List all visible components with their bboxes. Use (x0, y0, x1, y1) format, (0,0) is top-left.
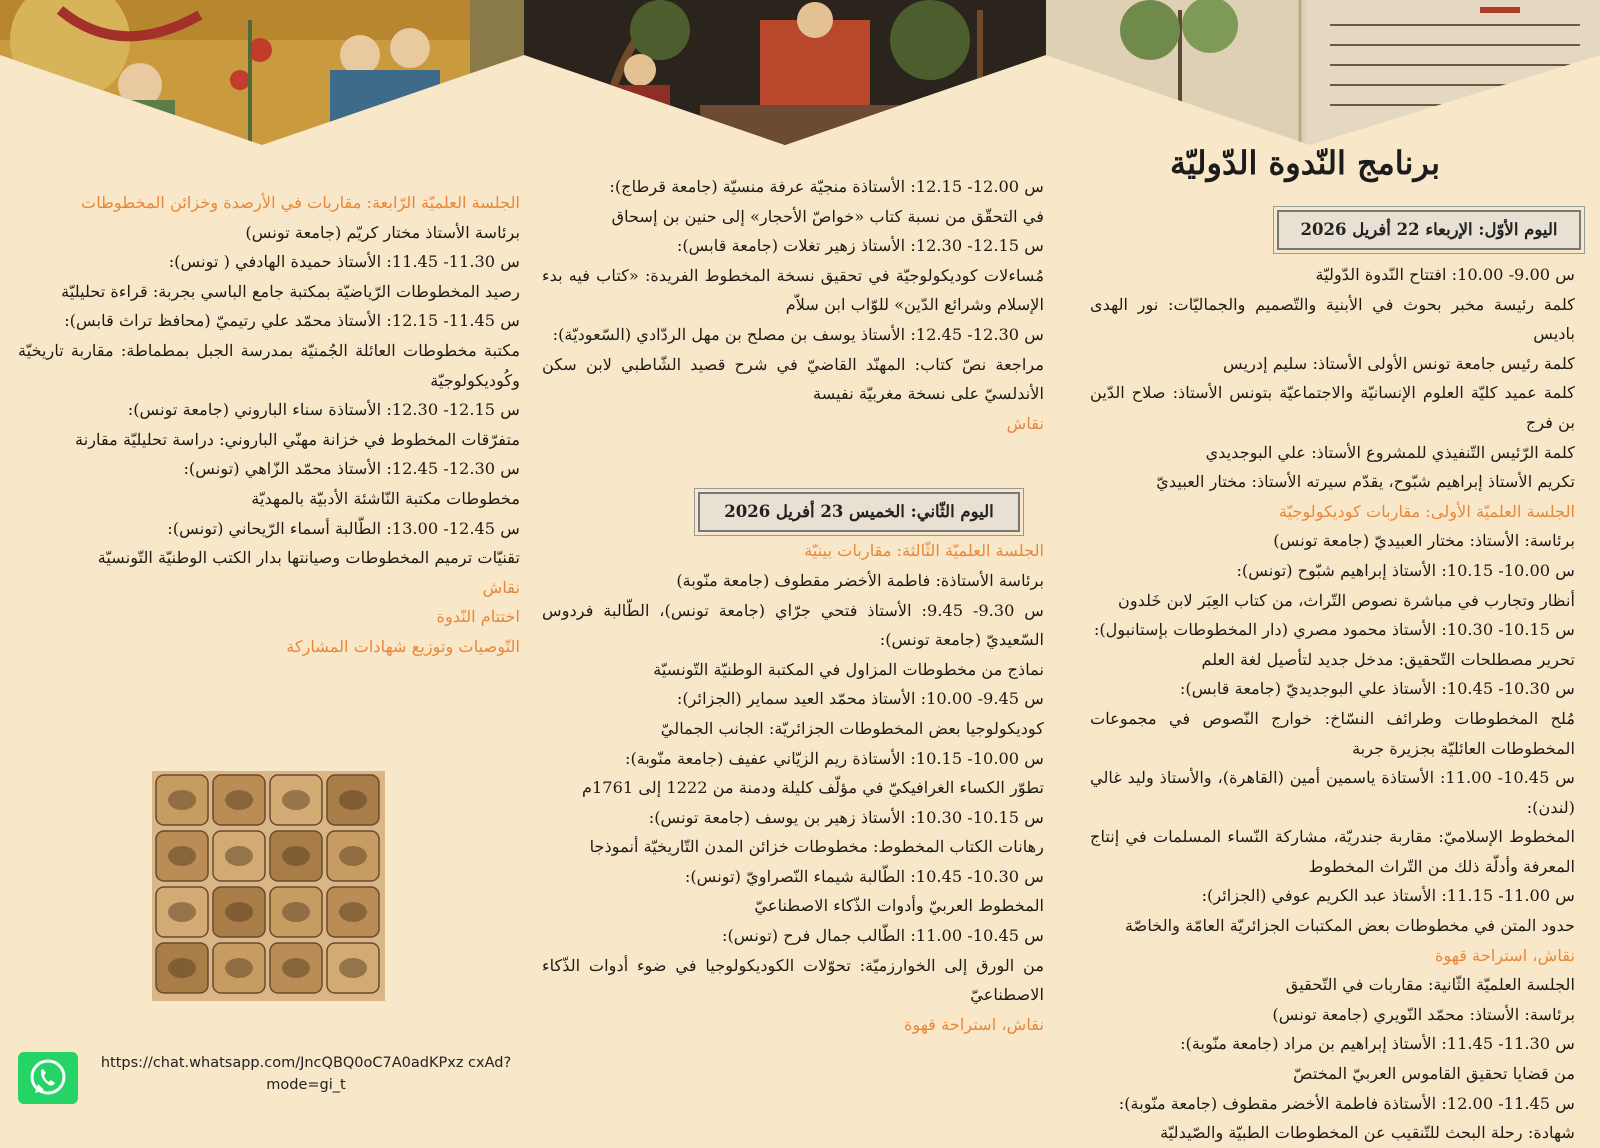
schedule-line: س 12.15- 12.30: الأستاذ زهير تغلات (جامعة قابس): (676, 236, 1044, 256)
collage-object (282, 958, 310, 978)
collage-object (339, 790, 367, 810)
miniature-right (1046, 0, 1600, 150)
schedule-line: س 11.30- 11.45: الأستاذ حميدة الهادفي ( تونس): (168, 252, 520, 272)
schedule-line: شهادة: رحلة البحث للتّنقيب عن المخطوطات الطبيّة والصّيدليّة (1160, 1123, 1575, 1143)
schedule-line: س 10.00- 10.15: الأستاذ إبراهيم شبّوح (تونس): (1236, 560, 1575, 580)
schedule-day2-column (18, 188, 520, 662)
schedule-line: س 12.45- 13.00: الطّالبة أسماء الرّيحاني (تونس): (167, 518, 520, 538)
schedule-line: مخطوطات مكتبة النّاشئة الأدبيّة بالمهديّة (251, 488, 520, 508)
collage-object (225, 846, 253, 866)
schedule-line: س 9.45- 10.00: الأستاذ محمّد العيد سماير (الجزائر): (676, 689, 1044, 709)
schedule-day1-continued-column (542, 172, 1044, 1039)
schedule-line: من قضايا تحقيق القاموس العربيّ المختصّ (1293, 1064, 1575, 1084)
schedule-line: أنظار وتجارب في مباشرة نصوص التّراث، من كتاب العِبَر لابن خَلدون (1117, 590, 1575, 610)
schedule-line: س 9.00- 10.00: افتتاح النّدوة الدّوليّة (1315, 265, 1575, 284)
schedule-line: نماذج من مخطوطات المزاول في المكتبة الوطنيّة التّونسيّة (653, 659, 1044, 679)
day2-heading: اليوم الثّاني: الخميس 23 أفريل 2026 (698, 492, 1020, 532)
schedule-line: الجلسة العلميّة الرّابعة: مقاربات في الأرصدة وخزائن المخطوطات (81, 193, 520, 212)
schedule-line: كلمة رئيسة مخبر بحوث في الأبنية والتّصميم والجماليّات: نور الهدى باديس (1090, 294, 1575, 344)
schedule-line: س 10.45- 11.00: الطّالب جمال فرح (تونس): (722, 926, 1044, 946)
schedule-line: كوديكولوجيا بعض المخطوطات الجزائريّة: الجانب الجماليّ (660, 718, 1044, 738)
schedule-line: س 12.00- 12.15: الأستاذة منجيّة عرفة منسيّة (جامعة قرطاج): (609, 177, 1044, 196)
miniature-left (0, 0, 524, 160)
schedule-line: نقاش (482, 577, 520, 597)
collage-object (339, 902, 367, 922)
schedule-line: س 10.00- 10.15: الأستاذة ريم الزيّاني عفيف (جامعة منّوبة): (624, 748, 1044, 768)
schedule-line: مكتبة مخطوطات العائلة الجُمنيّة بمدرسة الجبل بمطماطة: مقاربة تاريخيّة وكُوديكولوجيّة (18, 340, 520, 390)
schedule-line: تكريم الأستاذ إبراهيم شبّوح، يقدّم سيرته الأستاذ: مختار العبيديّ (1156, 472, 1575, 492)
schedule-line: تحرير مصطلحات التّحقيق: مدخل جديد لتأصيل لغة العلم (1201, 649, 1575, 669)
schedule-line: س 10.30- 10.45: الأستاذ علي البوجديديّ (جامعة قابس): (1179, 679, 1575, 699)
schedule-line: رصيد المخطوطات الرّياضيّة بمكتبة جامع الباسي بجربة: قراءة تحليليّة (61, 281, 520, 301)
schedule-line: مُساءلات كوديكولوجيّة في تحقيق نسخة المخطوط الفريدة: «كتاب فيه بدء الإسلام وشرائع الدّين» للوّاب ابن سلاّم (542, 265, 1044, 315)
collage-object (339, 958, 367, 978)
schedule-line: برئاسة الأستاذ مختار كريّم (جامعة تونس) (245, 222, 520, 242)
schedule-line: تقنيّات ترميم المخطوطات وصيانتها بدار الكتب الوطنيّة التّونسيّة (97, 548, 520, 568)
whatsapp-group-link[interactable]: https://chat.whatsapp.com/JncQBQ0oC7A0adKPxz cxAd?mode=gi_t (100, 1055, 512, 1093)
schedule-line: س 11.45- 12.15: الأستاذ محمّد علي رتيميّ (محافظ تراث قابس): (64, 311, 520, 331)
day1-heading: اليوم الأوّل: الإربعاء 22 أفريل 2026 (1277, 210, 1581, 250)
schedule-line: الجلسة العلميّة الثّانية: مقاربات في التّحقيق (1285, 975, 1575, 995)
schedule-line: المخطوط الإسلاميّ: مقاربة جندريّة، مشاركة النّساء المسلمات في إنتاج المعرفة وأدلّة ذلك من التّراث المخطوط (1090, 827, 1575, 876)
schedule-line: مراجعة نصّ كتاب: المهنّد القاضيّ في شرح قصيد الشّاطبي لابن سكن الأندلسيّ على نسخة مغربيّة نفيسة (542, 354, 1044, 404)
collage-object (225, 790, 253, 810)
schedule-line: تطوّر الكساء الغرافيكيّ في مؤلّف كليلة ودمنة من 1222 إلى 1761م (581, 778, 1044, 798)
schedule-line: رهانات الكتاب المخطوط: مخطوطات خزائن المدن التّاريخيّة أنموذجا (589, 837, 1044, 857)
schedule-line: نقاش، استراحة قهوة (1434, 945, 1575, 965)
schedule-line: س 12.15- 12.30: الأستاذة سناء الباروني (جامعة تونس): (127, 400, 520, 420)
schedule-line: من الورق إلى الخوارزميّة: تحوّلات الكوديكولوجيا في ضوء أدوات الذّكاء الاصطناعيّ (542, 955, 1044, 1005)
schedule-line: التّوصيات وتوزيع شهادات المشاركة (286, 636, 520, 656)
manuscript-tools-collage (152, 771, 385, 1001)
schedule-line: س 10.15- 10.30: الأستاذ زهير بن يوسف (جامعة تونس): (648, 807, 1044, 827)
collage-object (282, 902, 310, 922)
schedule-line: متفرّقات المخطوط في خزانة مهنّي الباروني: دراسة تحليليّة مقارنة (75, 429, 520, 449)
schedule-line: برئاسة: الأستاذ: محمّد النّويري (جامعة تونس) (1272, 1004, 1575, 1024)
collage-object (282, 790, 310, 810)
collage-object (168, 790, 196, 810)
schedule-day1-column (1090, 260, 1575, 1148)
schedule-line: س 12.30- 12.45: الأستاذ يوسف بن مصلح بن مهل الردّادي (السّعوديّة): (552, 324, 1044, 344)
collage-object (168, 958, 196, 978)
schedule-line: س 10.30- 10.45: الطّالبة شيماء النّصراويّ (تونس): (684, 866, 1044, 886)
collage-object (339, 846, 367, 866)
schedule-line: س 10.45- 11.00: الأستاذة ياسمين أمين (القاهرة)، والأستاذ وليد غالي (لندن): (1090, 768, 1575, 817)
schedule-line: المخطوط العربيّ وأدوات الذّكاء الاصطناعيّ (754, 896, 1044, 916)
schedule-line: الجلسة العلميّة الأولى: مقاربات كوديكولوجيّة (1278, 501, 1575, 521)
collage-object (168, 902, 196, 922)
schedule-line: س 11.30- 11.45: الأستاذ إبراهيم بن مراد (جامعة منّوبة): (1180, 1034, 1575, 1054)
schedule-line: س 11.45- 12.00: الأستاذة فاطمة الأخضر مقطوف (جامعة منّوبة): (1118, 1093, 1575, 1113)
schedule-line: في التحقّق من نسبة كتاب «خواصّ الأحجار» إلى حنين بن إسحاق (611, 206, 1044, 226)
day1-afternoon-list (542, 172, 1044, 438)
schedule-line: مُلح المخطوطات وطرائف النسّاخ: خوارج النّصوص في مجموعات المخطوطات العائليّة بجزيرة جربة (1090, 708, 1575, 758)
whatsapp-icon[interactable] (18, 1052, 78, 1104)
schedule-line: نقاش (1006, 413, 1044, 433)
miniature-middle (524, 0, 1046, 150)
day2-session3-list (542, 536, 1044, 1039)
schedule-line: اختتام النّدوة (436, 607, 520, 627)
collage-object (168, 846, 196, 866)
collage-object (225, 902, 253, 922)
schedule-line: نقاش، استراحة قهوة (903, 1014, 1044, 1034)
schedule-line: س 10.15- 10.30: الأستاذ محمود مصري (دار المخطوطات بإستانبول): (1093, 620, 1575, 640)
schedule-line: س 9.30- 9.45: الأستاذ فتحي جرّاي (جامعة تونس)، الطّالبة فردوس السّعيديّ (جامعة تونس): (542, 600, 1045, 650)
collage-object (225, 958, 253, 978)
schedule-line: برئاسة الأستاذة: فاطمة الأخضر مقطوف (جامعة منّوبة) (676, 570, 1044, 590)
schedule-line: كلمة عميد كليّة العلوم الإنسانيّة والاجتماعيّة بتونس الأستاذ: صلاح الدّين بن فرج (1090, 383, 1575, 432)
schedule-line: س 12.30- 12.45: الأستاذ محمّد الزّاهي (تونس): (183, 459, 520, 479)
program-title: برنامج النّدوة الدّوليّة (1169, 144, 1440, 182)
schedule-line: كلمة رئيس جامعة تونس الأولى الأستاذ: سليم إدريس (1222, 353, 1575, 373)
schedule-line: س 11.00- 11.15: الأستاذ عبد الكريم عوفي (الجزائر): (1201, 886, 1575, 906)
schedule-line: برئاسة: الأستاذ: مختار العبيديّ (جامعة تونس) (1273, 531, 1575, 551)
schedule-line: كلمة الرّئيس التّنفيذي للمشروع الأستاذ: علي البوجديدي (1205, 442, 1575, 462)
schedule-line: الجلسة العلميّة الثّالثة: مقاربات بينيّة (804, 541, 1044, 561)
schedule-line: حدود المتن في مخطوطات بعض المكتبات الجزائريّة العامّة والخاصّة (1124, 916, 1575, 936)
collage-object (282, 846, 310, 866)
